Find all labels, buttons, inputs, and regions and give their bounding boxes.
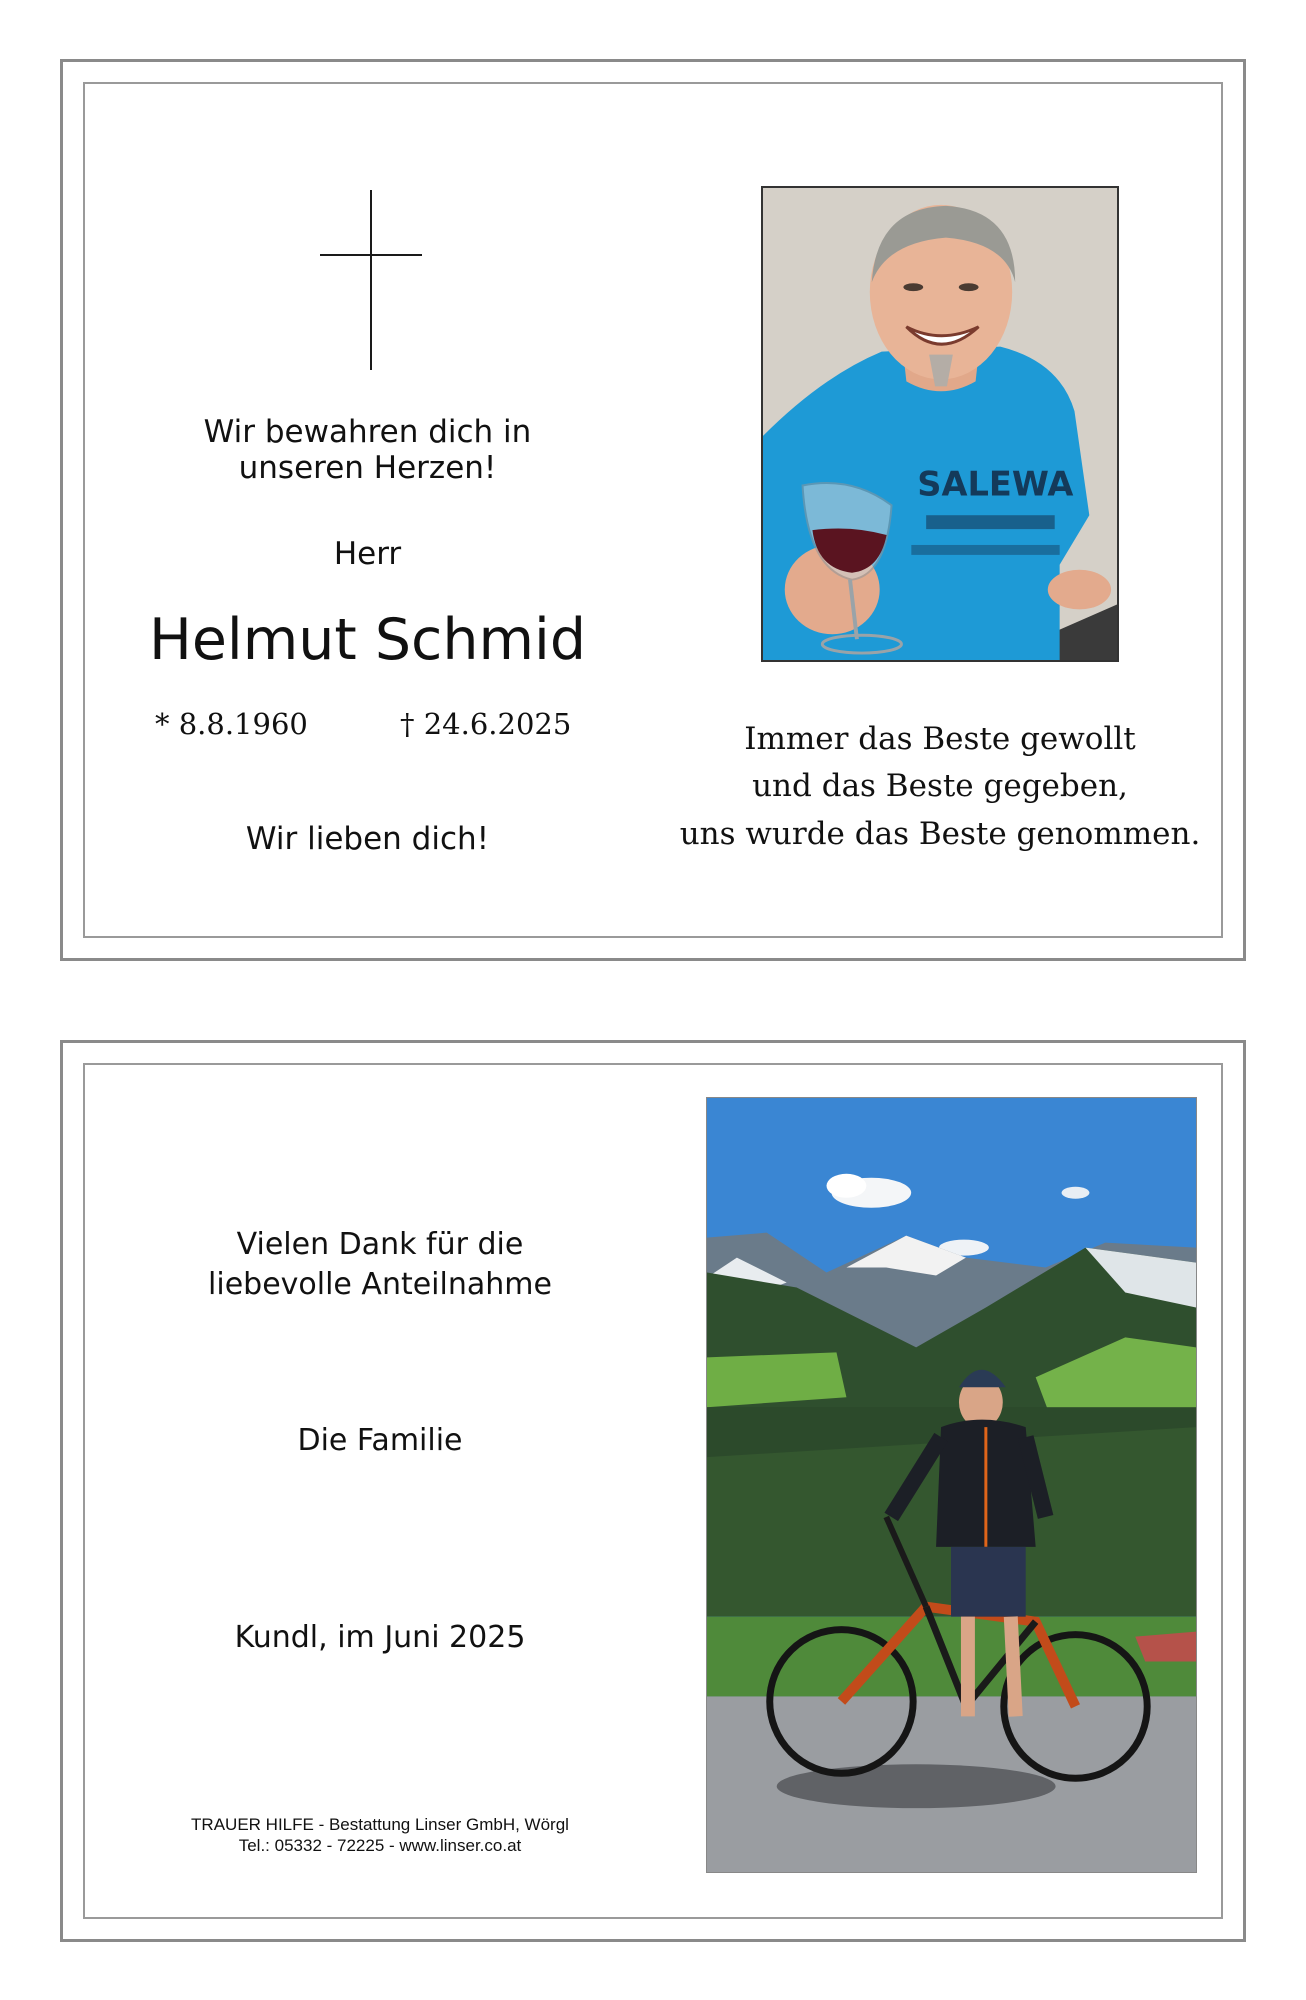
cross-icon-bar — [320, 254, 422, 256]
portrait-image — [763, 188, 1117, 660]
birth-date: * 8.8.1960 — [155, 707, 308, 741]
undertaker-line-1: TRAUER HILFE - Bestattung Linser GmbH, Wörgl — [191, 1815, 569, 1834]
portrait-photo — [761, 186, 1119, 662]
quote-line-1: Immer das Beste gewollt — [744, 721, 1136, 757]
mountain-bike-image — [707, 1098, 1196, 1872]
quote-line-3: uns wurde das Beste genommen. — [679, 816, 1201, 852]
motto-line-1: Wir bewahren dich in — [203, 414, 532, 450]
deceased-name: Helmut Schmid — [148, 607, 587, 673]
death-date: † 24.6.2025 — [400, 707, 572, 741]
thanks-line-2: liebevolle Anteilnahme — [208, 1267, 552, 1302]
motto-line-2: unseren Herzen! — [238, 450, 497, 486]
place-date: Kundl, im Juni 2025 — [234, 1620, 526, 1655]
bike-photo — [706, 1097, 1197, 1873]
family-signature: Die Familie — [297, 1423, 463, 1458]
undertaker-line-2: Tel.: 05332 - 72225 - www.linser.co.at — [238, 1836, 522, 1855]
cross-icon — [370, 190, 372, 370]
shirt-print: SALEWA — [917, 464, 1074, 504]
quote-line-2: und das Beste gegeben, — [752, 768, 1128, 804]
closing-text: Wir lieben dich! — [245, 821, 490, 857]
salutation: Herr — [333, 536, 402, 572]
thanks-line-1: Vielen Dank für die — [236, 1227, 524, 1262]
